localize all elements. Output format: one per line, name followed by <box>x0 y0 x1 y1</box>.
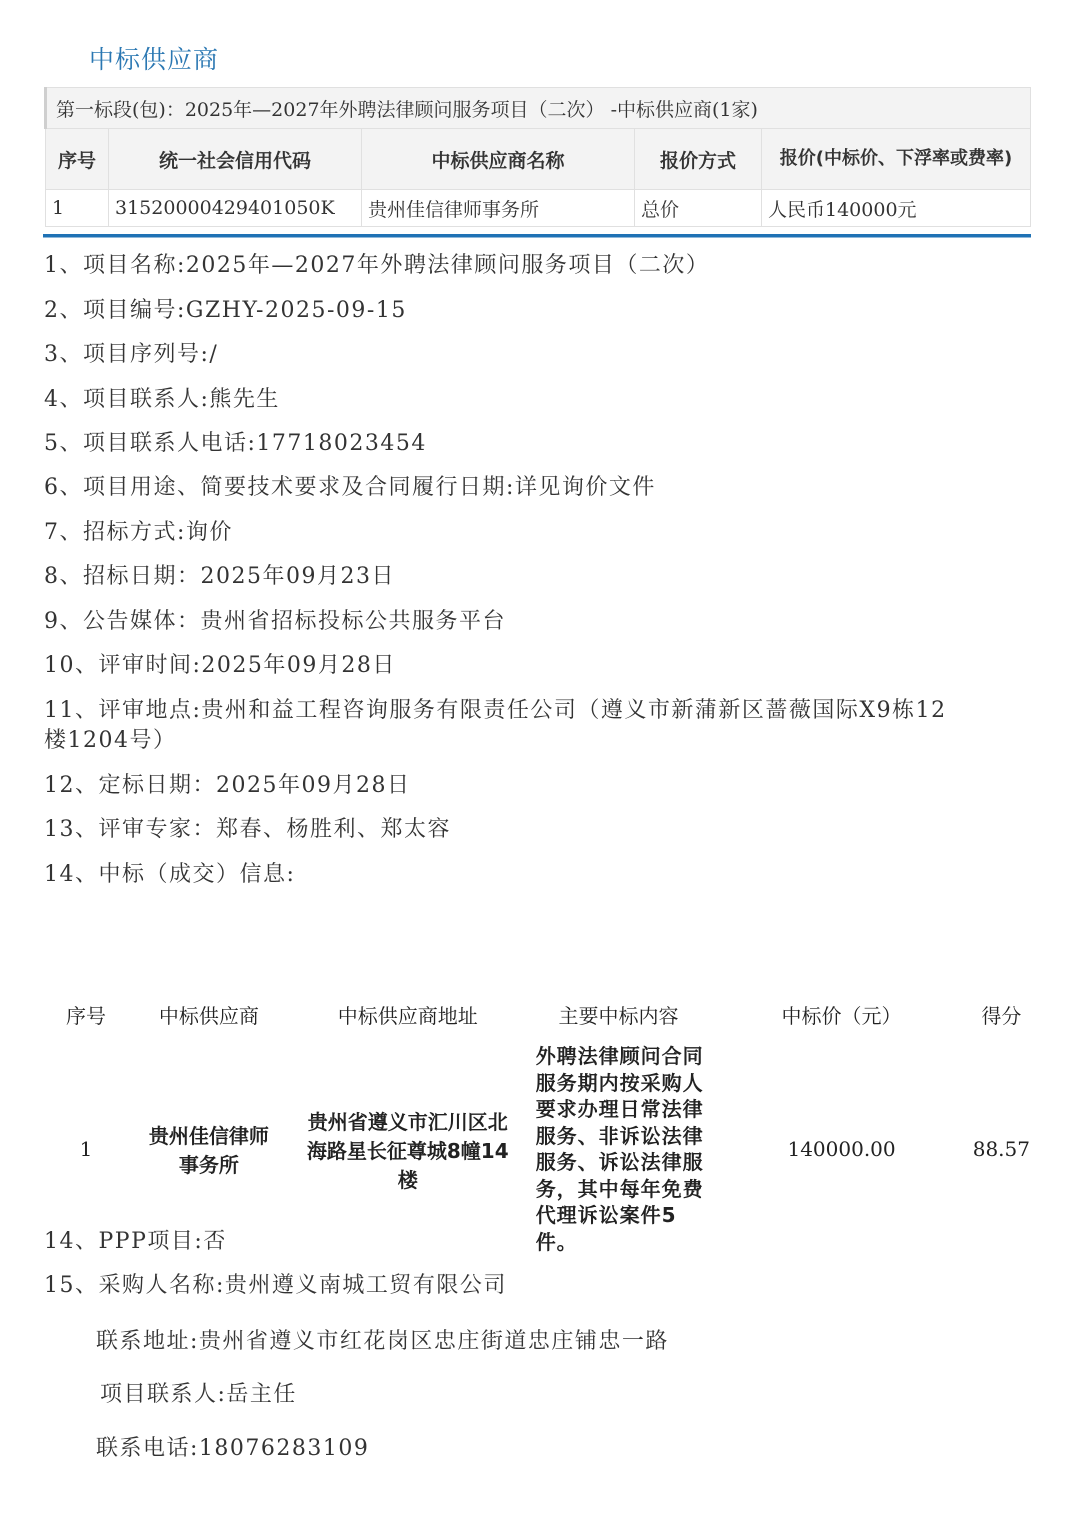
award-cell-price: 140000.00 <box>787 1137 896 1161</box>
award-header-price: 中标价（元） <box>781 1003 902 1028</box>
award-table <box>44 985 1031 1255</box>
lot-table-caption: 第一标段(包)：2025年—2027年外聘法律顾问服务项目（二次） -中标供应商(1家) <box>46 88 1031 129</box>
award-cell-address: 贵州省遵义市汇川区北海路星长征尊城8幢14楼 <box>306 1109 509 1192</box>
cell-credit-code: 31520000429401050K <box>109 190 362 227</box>
info-purchaser-name: 15、采购人名称:贵州遵义南城工贸有限公司 <box>44 1273 507 1298</box>
header-quote-method: 报价方式 <box>635 129 762 190</box>
info-project-name: 1、项目名称:2025年—2027年外聘法律顾问服务项目（二次） <box>44 253 710 278</box>
award-table-header-row <box>44 985 1031 1043</box>
award-cell-score: 88.57 <box>972 1137 1030 1161</box>
info-serial-number: 3、项目序列号:/ <box>44 342 219 367</box>
lot-table-header-row <box>46 129 1031 190</box>
info-review-location-cont: 楼1204号） <box>44 728 177 753</box>
info-award-heading: 14、中标（成交）信息: <box>44 862 296 887</box>
info-purpose: 6、项目用途、简要技术要求及合同履行日期:详见询价文件 <box>44 475 656 500</box>
cell-quote: 人民币140000元 <box>762 190 1031 227</box>
info-contact: 4、项目联系人:熊先生 <box>44 387 280 412</box>
info-contact-phone: 5、项目联系人电话:17718023454 <box>44 431 427 456</box>
lot-supplier-table <box>44 87 1031 227</box>
header-credit-code: 统一社会信用代码 <box>109 129 362 190</box>
info-media: 9、公告媒体：贵州省招标投标公共服务平台 <box>44 609 506 634</box>
award-cell-supplier: 贵州佳信律师事务所 <box>148 1124 269 1177</box>
info-experts: 13、评审专家：郑春、杨胜利、郑太容 <box>44 817 451 842</box>
section-title: 中标供应商 <box>89 45 220 74</box>
award-header-supplier: 中标供应商 <box>158 1003 259 1028</box>
info-project-number: 2、项目编号:GZHY-2025-09-15 <box>44 298 407 323</box>
cell-supplier-name: 贵州佳信律师事务所 <box>362 190 635 227</box>
header-supplier-name: 中标供应商名称 <box>362 129 635 190</box>
award-header-index: 序号 <box>66 1003 106 1028</box>
award-header-score: 得分 <box>981 1003 1022 1028</box>
cell-index: 1 <box>46 190 109 227</box>
info-review-time: 10、评审时间:2025年09月28日 <box>44 653 396 678</box>
info-purchaser-contact: 项目联系人:岳主任 <box>100 1382 297 1407</box>
table-row <box>46 190 1031 227</box>
award-cell-index: 1 <box>79 1137 93 1161</box>
award-cell-content: 外聘法律顾问合同服务期内按采购人要求办理日常法律服务、非诉讼法律服务、诉讼法律服务，其中每年免费代理诉讼案件5件。 <box>535 1044 704 1254</box>
divider <box>43 234 1031 238</box>
cell-quote-method: 总价 <box>635 190 762 227</box>
award-header-address: 中标供应商地址 <box>337 1003 478 1028</box>
info-ppp: 14、PPP项目:否 <box>44 1229 227 1254</box>
lot-table-caption-row <box>46 88 1031 129</box>
info-purchaser-address: 联系地址:贵州省遵义市红花岗区忠庄街道忠庄铺忠一路 <box>96 1329 669 1354</box>
info-bidding-date: 8、招标日期：2025年09月23日 <box>44 564 395 589</box>
header-index: 序号 <box>46 129 109 190</box>
info-review-location: 11、评审地点:贵州和益工程咨询服务有限责任公司（遵义市新蒲新区蔷薇国际X9栋12 <box>44 698 947 723</box>
info-purchaser-phone: 联系电话:18076283109 <box>96 1436 370 1461</box>
award-header-content: 主要中标内容 <box>558 1003 679 1028</box>
info-award-date: 12、定标日期：2025年09月28日 <box>44 773 411 798</box>
header-quote: 报价(中标价、下浮率或费率) <box>762 129 1031 190</box>
info-bidding-method: 7、招标方式:询价 <box>44 520 233 545</box>
